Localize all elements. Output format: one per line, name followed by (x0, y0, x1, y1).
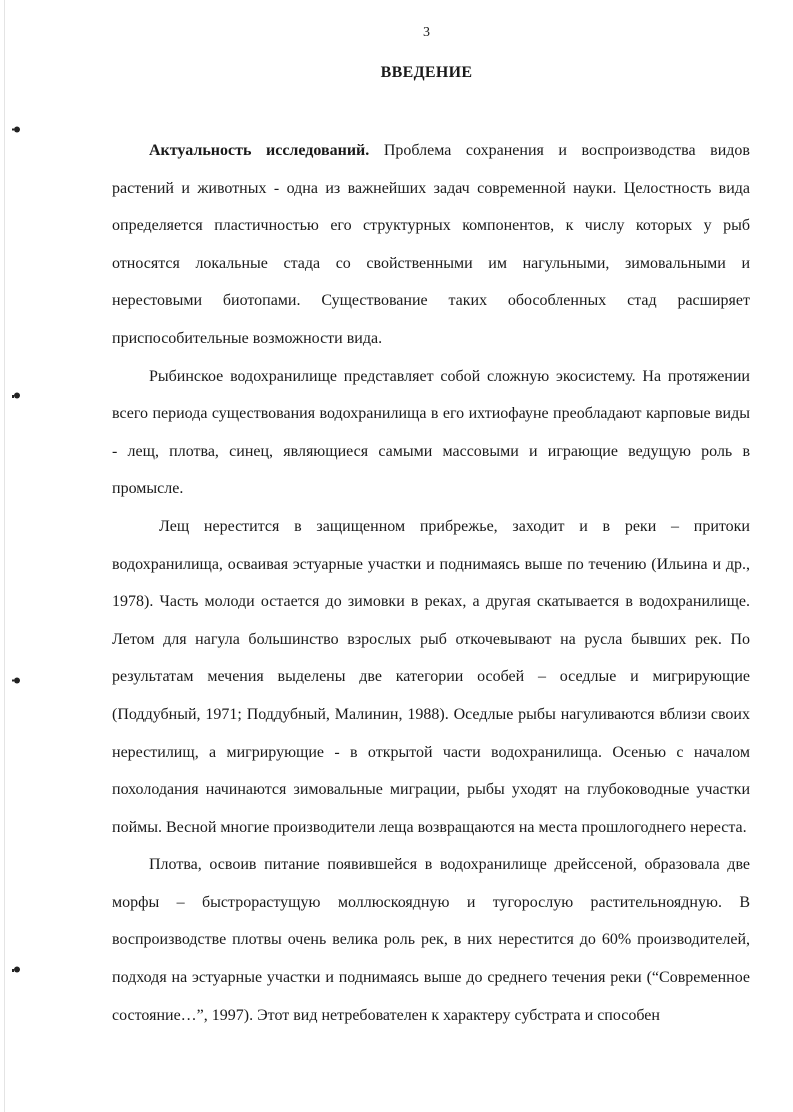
binding-hole-mark-1 (12, 126, 21, 133)
scan-edge-line (4, 0, 5, 1112)
page-number: 3 (423, 25, 430, 40)
binding-hole-mark-3 (12, 677, 21, 684)
paragraph-lead: Актуальность исследований. (149, 142, 370, 159)
binding-hole-mark-2 (12, 392, 21, 399)
paragraph-reservoir: Рыбинское водохранилище представляет собой сложную экосистему. На протяжении всего периода существования водохранилища в его ихтиофауне преобладают карповые виды - лещ, плотва, синец, являющиеся самыми массовыми и играющие ведущую роль в промысле. (112, 367, 750, 498)
body-text (112, 132, 750, 1034)
paragraph-bream: Лещ нерестится в защищенном прибрежье, заходит и в реки – притоки водохранилища, осваивая эстуарные участки и поднимаясь выше по течению (Ильина и др., 1978). Часть молоди остается до зимовки в реках, а другая скатывается в водохранилище. Летом для нагула большинство взрослых рыб откочевывают на русла бывших рек. По результатам мечения выделены две категории особей – оседлые и мигрирующие (Поддубный, 1971; Поддубный, Малинин, 1988). Оседлые рыбы нагуливаются вблизи своих нерестилищ, а мигрирующие - в открытой части водохранилища. Осенью с началом похолодания начинаются зимовальные миграции, рыбы уходят на глубоководные участки поймы. Весной многие производители леща возвращаются на места прошлогоднего нереста. (112, 517, 750, 836)
section-heading: ВВЕДЕНИЕ (380, 64, 473, 81)
paragraph-relevance (112, 132, 750, 358)
paragraph-text: Проблема сохранения и воспроизводства видов растений и животных - одна из важнейших задач современной науки. Целостность вида определяется пластичностью его структурных компонентов, к числу которых у рыб относятся локальные стада со свойственными им нагульными, зимовальными и нерестовыми биотопами. Существование таких обособленных стад расширяет приспособительные возможности вида. (112, 142, 750, 347)
paragraph-roach: Плотва, освоив питание появившейся в водохранилище дрейссеной, образовала две морфы – быстрорастущую моллюскоядную и тугорослую растительноядную. В воспроизводстве плотвы очень велика роль рек, в них нерестится до 60% производителей, подходя на эстуарные участки и поднимаясь выше до среднего течения реки (“Современное состояние…”, 1997). Этот вид нетребователен к характеру субстрата и способен (112, 856, 750, 1024)
binding-hole-mark-4 (12, 966, 21, 973)
